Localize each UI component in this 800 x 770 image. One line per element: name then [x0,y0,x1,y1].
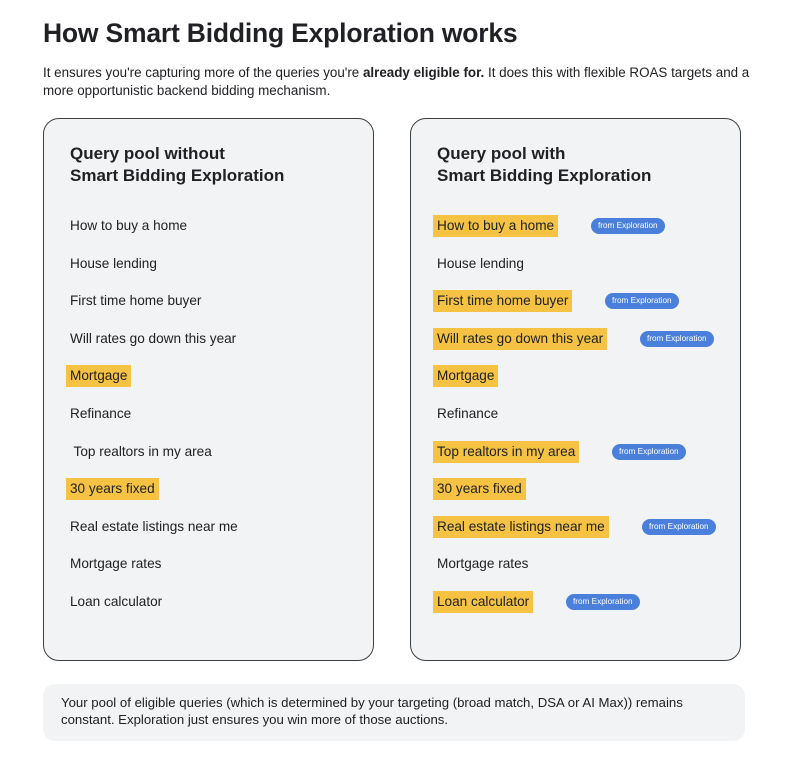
query-item [70,441,212,463]
footer-note: Your pool of eligible queries (which is determined by your targeting (broad match, DSA or AI Max)) remains constant. Exploration just ensures you win more of those auctions. [43,684,745,741]
query-list-without [44,119,373,660]
query-item [433,516,709,538]
query-item [433,365,498,387]
query-item [433,591,633,613]
subtitle-text-start: It ensures you're capturing more of the queries you're [43,65,363,80]
query-item [433,215,658,237]
query-text: How to buy a home [437,218,555,233]
query-text: Will rates go down this year [437,330,604,346]
from-exploration-badge: from Exploration [591,218,665,234]
query-pool-with-panel [410,118,741,661]
query-text: 30 years fixed [70,481,155,497]
from-exploration-badge: from Exploration [566,594,640,610]
query-item [433,478,526,500]
subtitle-emphasis: already eligible for. [362,65,485,80]
page-subtitle [43,64,763,99]
query-text: Mortgage [437,368,495,384]
query-text: House lending [70,255,157,271]
query-text: Real estate listings near me [437,518,605,534]
query-text: Mortgage rates [437,556,529,572]
query-item [70,253,157,275]
query-item [70,516,238,538]
query-item [437,553,528,575]
query-text: 30 years fixed [437,481,522,497]
query-item [437,253,524,275]
query-text: First time home buyer [437,293,569,309]
panel-title-line-2: Smart Bidding Exploration [70,165,285,185]
query-item [70,215,187,237]
query-text: Refinance [437,406,499,421]
from-exploration-badge: from Exploration [605,293,679,309]
query-text: Loan calculator [70,594,163,609]
query-item [70,591,162,613]
panel-title-line-2: Smart Bidding Exploration [437,165,652,185]
from-exploration-badge: from Exploration [612,444,686,460]
query-item [433,328,707,350]
query-item [70,553,161,575]
query-list-with [411,119,740,660]
query-text: Real estate listings near me [70,518,238,534]
query-item [66,365,131,387]
query-text: Mortgage rates [70,556,162,572]
query-item [70,328,236,350]
query-text: Will rates go down this year [70,330,237,346]
query-text: House lending [437,255,524,271]
page-title: How Smart Bidding Exploration works [43,18,518,48]
query-text: Top realtors in my area [437,443,576,459]
query-text: How to buy a home [70,218,188,233]
query-item [433,290,672,312]
query-text: Loan calculator [437,594,530,609]
query-pool-without-panel [43,118,374,661]
subtitle-text-end: It does this with flexible ROAS targets and a more opportunistic backend bidding mechanism. [43,65,750,98]
query-item [433,441,679,463]
query-item [70,290,201,312]
query-item [70,403,131,425]
from-exploration-badge: from Exploration [640,331,714,347]
query-text: Mortgage [70,368,128,384]
from-exploration-badge: from Exploration [642,519,716,535]
query-item [66,478,159,500]
query-item [437,403,498,425]
panel-title-line-1: Query pool with [437,144,566,163]
query-text: First time home buyer [70,293,202,309]
panel-title-line-1: Query pool without [70,144,225,163]
query-text: Top realtors in my area [70,443,212,459]
query-text: Refinance [70,406,132,421]
